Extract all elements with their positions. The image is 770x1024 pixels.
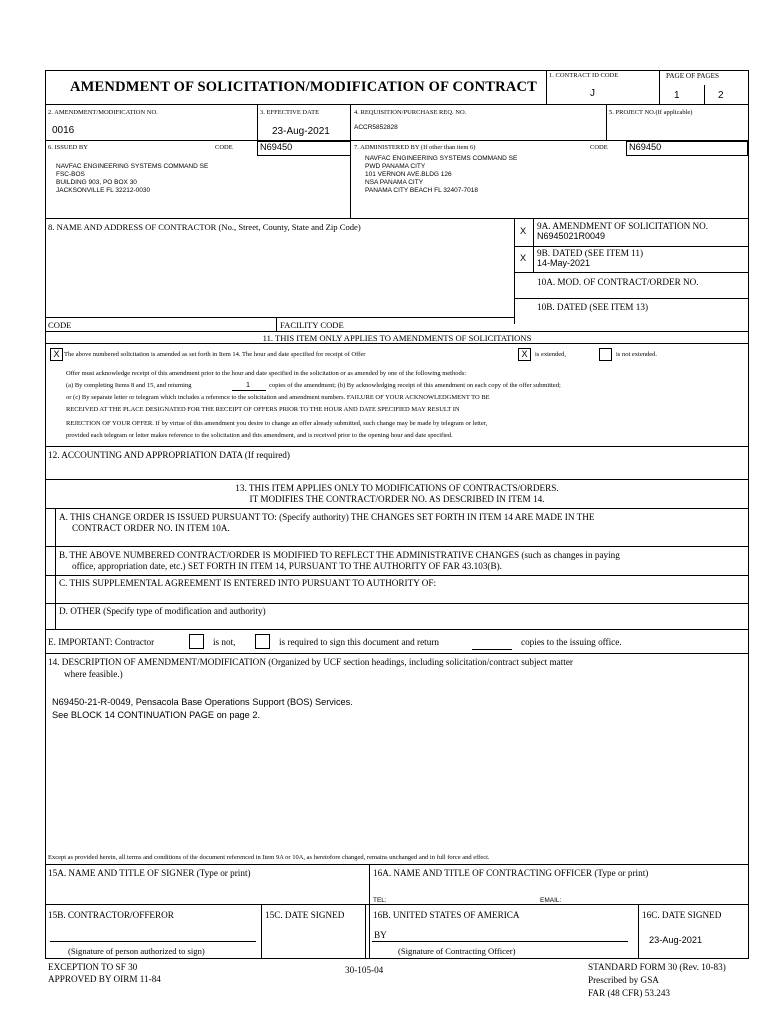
divider bbox=[369, 864, 370, 959]
issued-by-code-label: CODE bbox=[215, 144, 233, 151]
divider bbox=[365, 904, 366, 959]
item-15a-label: 15A. NAME AND TITLE OF SIGNER (Type or print) bbox=[48, 868, 251, 878]
form-number: 30-105-04 bbox=[345, 965, 384, 975]
effective-date: 23-Aug-2021 bbox=[272, 126, 330, 137]
divider bbox=[350, 104, 351, 140]
item-13-heading-1: 13. THIS ITEM APPLIES ONLY TO MODIFICATIONS OF CONTRACTS/ORDERS. bbox=[235, 483, 559, 493]
extended-checkbox[interactable]: X bbox=[518, 348, 531, 361]
administered-by-address: NAVFAC ENGINEERING SYSTEMS COMMAND SE PWD PANAMA CITY 101 VERNON AVE.BLDG 126 NSA PANAMA CITY PANAMA CITY BEACH FL 32407-7018 bbox=[365, 155, 518, 194]
copies-underline bbox=[232, 390, 266, 391]
item-11-copies: 1 bbox=[246, 380, 250, 389]
is-required-label: is required to sign this document and return bbox=[279, 637, 439, 647]
tel-label: TEL: bbox=[373, 897, 387, 904]
co-signature-line bbox=[372, 941, 628, 942]
divider bbox=[533, 218, 534, 272]
item-11-checkbox[interactable]: X bbox=[50, 348, 63, 361]
divider bbox=[45, 958, 749, 959]
item-11-line-4: RECEIVED AT THE PLACE DESIGNATED FOR THE RECEIPT OF OFFERS PRIOR TO THE HOUR AND DATE SPECIFIED MAY RESULT IN bbox=[66, 406, 460, 413]
divider bbox=[45, 653, 749, 654]
requisition-no: ACCR5852828 bbox=[354, 124, 398, 131]
is-not-checkbox[interactable] bbox=[189, 634, 204, 649]
divider bbox=[606, 104, 607, 140]
item-11-text: The above numbered solicitation is amended as set forth in Item 14. The hour and date specified for receipt of Offer bbox=[64, 351, 366, 358]
divider bbox=[514, 272, 749, 273]
divider bbox=[546, 70, 547, 104]
page-number: 1 bbox=[674, 90, 680, 101]
item-15b-label: 15B. CONTRACTOR/OFFEROR bbox=[48, 910, 174, 920]
solicitation-no: N6945021R0049 bbox=[537, 231, 606, 241]
issued-by-address: NAVFAC ENGINEERING SYSTEMS COMMAND SE FSC-BOS BUILDING 903, PO BOX 30 JACKSONVILLE FL 32212-0030 bbox=[56, 163, 209, 194]
not-extended-checkbox[interactable] bbox=[599, 348, 612, 361]
divider bbox=[45, 603, 749, 604]
divider bbox=[276, 317, 277, 331]
divider bbox=[45, 904, 749, 905]
contract-id-code: J bbox=[590, 88, 595, 99]
form-title: AMENDMENT OF SOLICITATION/MODIFICATION OF CONTRACT bbox=[70, 79, 538, 95]
item-16c-label: 16C. DATE SIGNED bbox=[642, 910, 722, 920]
page-of-pages-label: PAGE OF PAGES bbox=[666, 72, 719, 80]
issued-by-label: 6. ISSUED BY bbox=[48, 144, 88, 151]
item-11-line-3: or (c) By separate letter or telegram which includes a reference to the solicitation and amendment numbers. FAILURE OF YOUR ACKNOWLEDGMENT TO BE bbox=[66, 394, 490, 401]
copies-blank bbox=[472, 649, 512, 650]
item-13-heading-2: IT MODIFIES THE CONTRACT/ORDER NO. AS DESCRIBED IN ITEM 14. bbox=[249, 494, 545, 504]
item-12-label: 12. ACCOUNTING AND APPROPRIATION DATA (If required) bbox=[48, 450, 290, 460]
by-label: BY bbox=[374, 930, 387, 940]
not-extended-label: is not extended. bbox=[616, 351, 657, 358]
project-no-label: 5. PROJECT NO.(If applicable) bbox=[609, 109, 693, 116]
divider bbox=[45, 546, 749, 547]
item-16a-label: 16A. NAME AND TITLE OF CONTRACTING OFFICER (Type or print) bbox=[373, 868, 649, 878]
prescribed-by: Prescribed by GSA bbox=[588, 975, 659, 985]
item-11-line-6: provided each telegram or letter makes reference to the solicitation and this amendment, and is received prior to the opening hour and date specified. bbox=[66, 432, 453, 439]
exception-note: EXCEPTION TO SF 30 bbox=[48, 962, 138, 972]
copies-to-label: copies to the issuing office. bbox=[521, 637, 622, 647]
divider bbox=[45, 331, 749, 332]
contractor-signature-caption: (Signature of person authorized to sign) bbox=[68, 946, 205, 956]
divider bbox=[45, 479, 749, 480]
divider bbox=[514, 298, 749, 299]
item-13d: D. OTHER (Specify type of modification and authority) bbox=[59, 606, 266, 616]
divider bbox=[638, 904, 639, 959]
approved-note: APPROVED BY OIRM 11-84 bbox=[48, 974, 161, 984]
divider bbox=[45, 343, 749, 344]
page-count: 2 bbox=[718, 90, 724, 101]
divider bbox=[514, 246, 749, 247]
issued-by-code: N69450 bbox=[257, 141, 351, 156]
contractor-signature-line bbox=[50, 941, 256, 942]
divider bbox=[45, 629, 749, 630]
divider bbox=[45, 575, 749, 576]
divider bbox=[261, 904, 262, 959]
form-border-top bbox=[45, 70, 749, 71]
divider bbox=[514, 218, 515, 324]
standard-form: STANDARD FORM 30 (Rev. 10-83) bbox=[588, 962, 726, 972]
item-11-line-2a: (a) By completing Items 8 and 15, and returning bbox=[66, 382, 192, 389]
is-required-checkbox[interactable] bbox=[255, 634, 270, 649]
date-signed: 23-Aug-2021 bbox=[649, 935, 703, 945]
item-13b-line-2: office, appropriation date, etc.) SET FORTH IN ITEM 14, PURSUANT TO THE AUTHORITY OF FAR 43.103(B). bbox=[72, 561, 502, 571]
item-11-heading: 11. THIS ITEM ONLY APPLIES TO AMENDMENTS OF SOLICITATIONS bbox=[262, 333, 532, 343]
divider bbox=[45, 317, 514, 318]
item-13a-line-1: A. THIS CHANGE ORDER IS ISSUED PURSUANT TO: (Specify authority) THE CHANGES SET FORTH IN ITEM 14 ARE MADE IN THE bbox=[59, 512, 595, 522]
email-label: EMAIL: bbox=[540, 897, 562, 904]
far-reference: FAR (48 CFR) 53.243 bbox=[588, 988, 671, 998]
item-11-line-1: Offer must acknowledge receipt of this amendment prior to the hour and date specified in the solicitation or as amended by one of the following methods: bbox=[66, 370, 467, 377]
item-9a-label: 9A. AMENDMENT OF SOLICITATION NO. bbox=[537, 221, 709, 231]
extended-label: is extended, bbox=[535, 351, 567, 358]
item-9a-checkbox[interactable]: X bbox=[520, 226, 527, 236]
item-10a-label: 10A. MOD. OF CONTRACT/ORDER NO. bbox=[537, 277, 699, 287]
item-11-line-2b: copies of the amendment; (b) By acknowledging receipt of this amendment on each copy of the offer submitted; bbox=[269, 382, 561, 389]
requisition-label: 4. REQUISITION/PURCHASE REQ. NO. bbox=[354, 109, 467, 116]
item-13a-line-2: CONTRACT ORDER NO. IN ITEM 10A. bbox=[72, 523, 230, 533]
divider bbox=[45, 508, 749, 509]
co-signature-caption: (Signature of Contracting Officer) bbox=[398, 946, 516, 956]
administered-by-code: N69450 bbox=[626, 141, 748, 156]
divider bbox=[659, 70, 660, 104]
item-15c-label: 15C. DATE SIGNED bbox=[265, 910, 345, 920]
administered-by-code-label: CODE bbox=[590, 144, 608, 151]
item-9b-label: 9B. DATED (SEE ITEM 11) bbox=[537, 248, 644, 258]
form-border-left bbox=[45, 70, 46, 959]
item-14-footer: Except as provided herein, all terms and conditions of the document referenced in Item 9A or 10A, as heretofore changed, remains unchanged and in full force and effect. bbox=[48, 854, 490, 861]
divider bbox=[704, 85, 705, 104]
amendment-no: 0016 bbox=[52, 125, 75, 136]
item-13c: C. THIS SUPPLEMENTAL AGREEMENT IS ENTERED INTO PURSUANT TO AUTHORITY OF: bbox=[59, 578, 437, 588]
divider bbox=[55, 508, 56, 629]
facility-code-label: FACILITY CODE bbox=[280, 320, 344, 330]
divider bbox=[45, 104, 749, 105]
item-14-description-2: See BLOCK 14 CONTINUATION PAGE on page 2. bbox=[52, 710, 260, 720]
divider bbox=[45, 446, 749, 447]
item-16b-label: 16B. UNITED STATES OF AMERICA bbox=[373, 910, 520, 920]
item-14-label-2: where feasible.) bbox=[64, 669, 123, 679]
item-14-label-1: 14. DESCRIPTION OF AMENDMENT/MODIFICATION (Organized by UCF section headings, including solicitation/contract subject matter bbox=[48, 657, 573, 667]
contractor-code-label: CODE bbox=[48, 320, 72, 330]
divider bbox=[257, 104, 258, 140]
administered-by-label: 7. ADMINISTERED BY (If other than item 6) bbox=[354, 144, 476, 151]
item-14-description-1: N69450-21-R-0049, Pensacola Base Operations Support (BOS) Services. bbox=[52, 697, 353, 707]
form-border-right bbox=[748, 70, 749, 959]
item-10b-label: 10B. DATED (SEE ITEM 13) bbox=[537, 302, 649, 312]
item-11-line-5: REJECTION OF YOUR OFFER. If by virtue of this amendment you desire to change an offer already submitted, such change may be made by telegram or letter, bbox=[66, 420, 488, 427]
item-9b-checkbox[interactable]: X bbox=[520, 253, 527, 263]
amendment-no-label: 2. AMENDMENT/MODIFICATION NO. bbox=[48, 109, 158, 116]
is-not-label: is not, bbox=[213, 637, 236, 647]
item-9b-date: 14-May-2021 bbox=[537, 258, 591, 268]
contract-id-code-label: 1. CONTRACT ID CODE bbox=[549, 72, 619, 79]
effective-date-label: 3. EFFECTIVE DATE bbox=[260, 109, 320, 116]
contractor-label: 8. NAME AND ADDRESS OF CONTRACTOR (No., Street, County, State and Zip Code) bbox=[48, 222, 361, 232]
item-13b-line-1: B. THE ABOVE NUMBERED CONTRACT/ORDER IS MODIFIED TO REFLECT THE ADMINISTRATIVE CHANGES (such as changes in paying bbox=[59, 550, 620, 560]
important-label: E. IMPORTANT: Contractor bbox=[48, 637, 155, 647]
divider bbox=[45, 218, 749, 219]
divider bbox=[45, 864, 749, 865]
